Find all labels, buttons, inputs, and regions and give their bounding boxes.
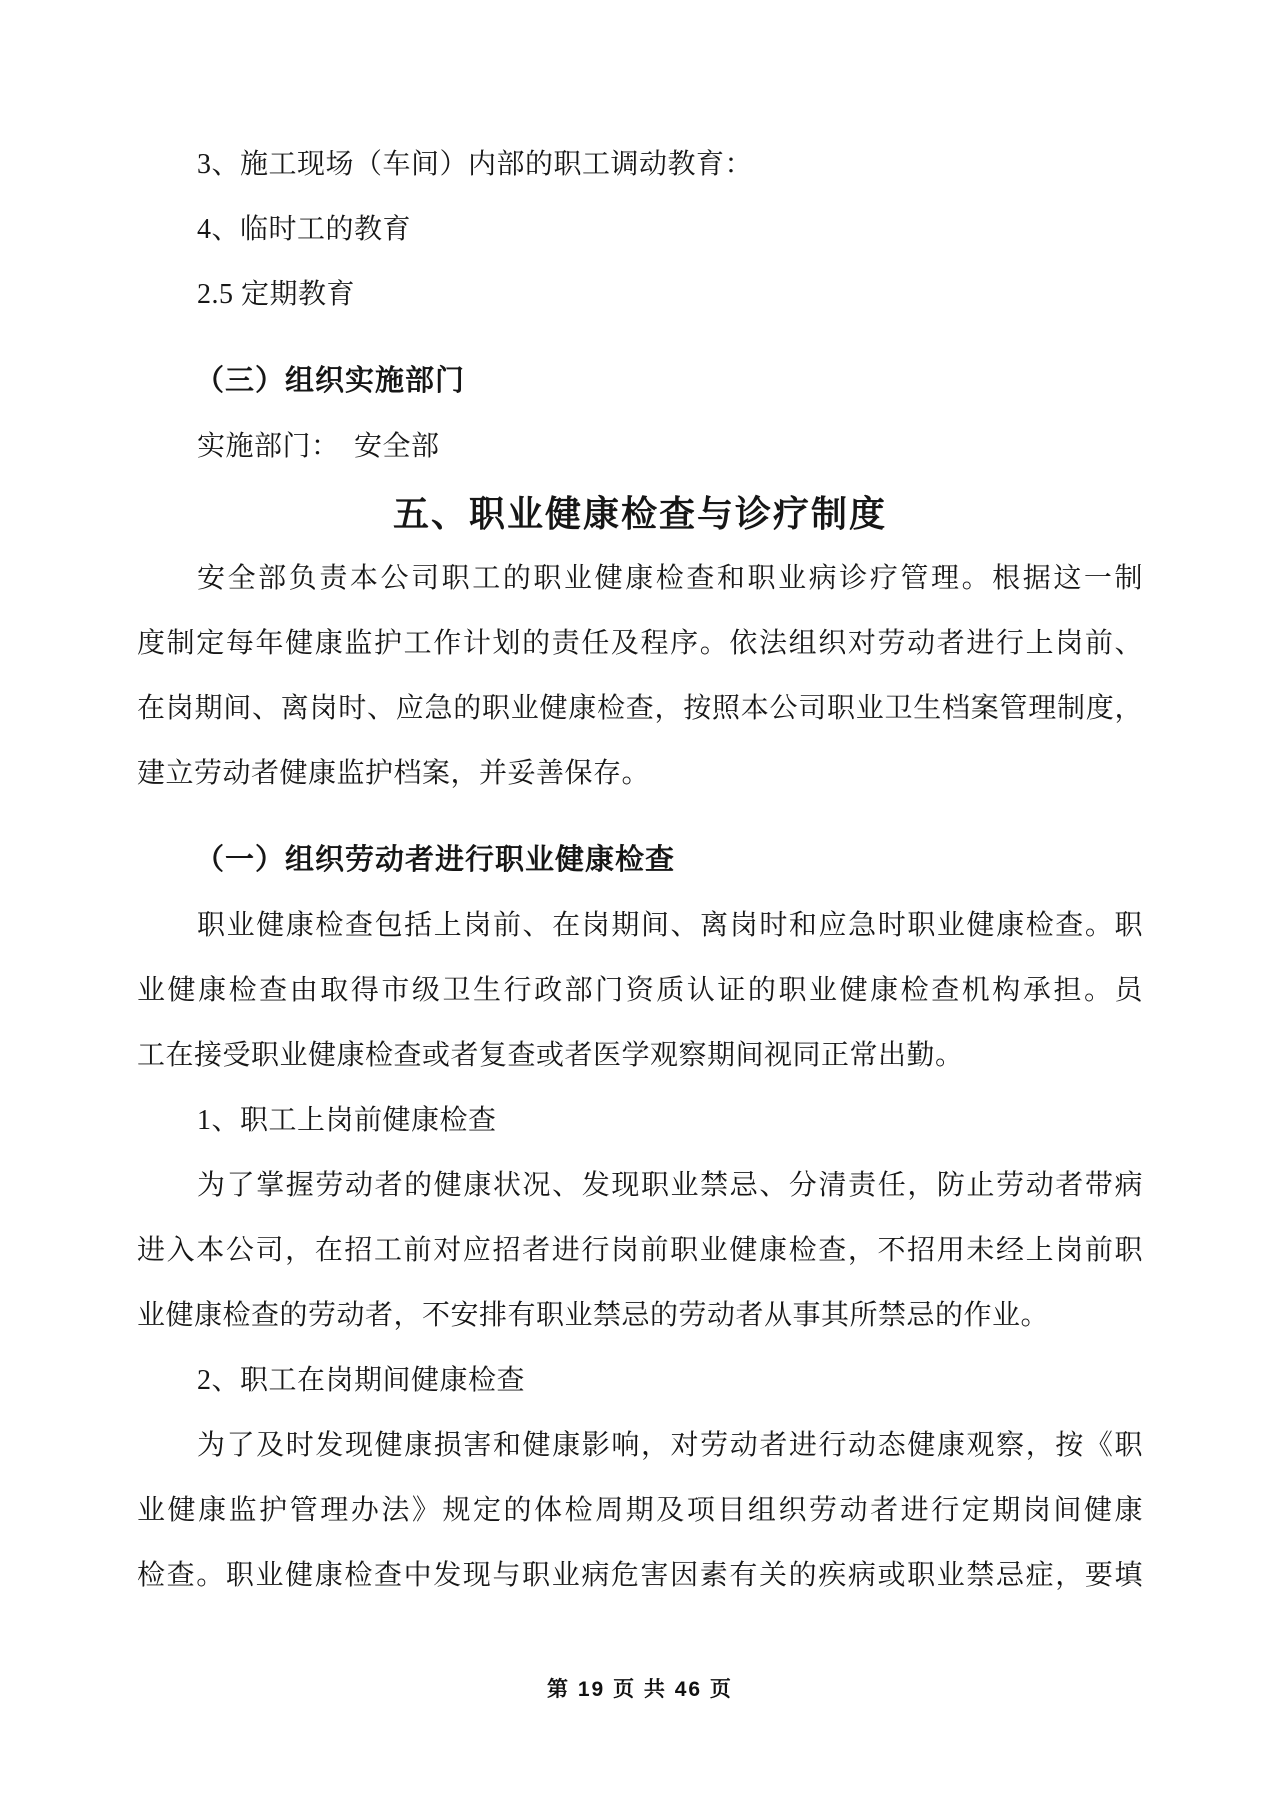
text-line: 为了掌握劳动者的健康状况、发现职业禁忌、分清责任，防止劳动者带病 (197, 1170, 1143, 1201)
text-line: 为了及时发现健康损害和健康影响，对劳动者进行动态健康观察，按《职 (197, 1430, 1143, 1461)
title (137, 481, 1143, 546)
text-line: 进入本公司，在招工前对应招者进行岗前职业健康检查，不招用未经上岗前职 (137, 1235, 1143, 1266)
text-line: 业健康检查由取得市级卫生行政部门资质认证的职业健康检查机构承担。员 (137, 975, 1143, 1006)
paragraph (137, 893, 1143, 1088)
text-line: 安全部负责本公司职工的职业健康检查和职业病诊疗管理。根据这一制 (197, 563, 1143, 594)
text-line: 度制定每年健康监护工作计划的责任及程序。依法组织对劳动者进行上岗前、 (137, 628, 1143, 659)
text-line: 在岗期间、离岗时、应急的职业健康检查，按照本公司职业卫生档案管理制度， (137, 693, 1143, 724)
chapter-title-text: 五、职业健康检查与诊疗制度 (392, 493, 887, 534)
heading (137, 828, 1143, 893)
text-line: 1、职工上岗前健康检查 (197, 1105, 497, 1136)
list-item (137, 1348, 1143, 1413)
list-item (137, 197, 1143, 262)
paragraph (137, 546, 1143, 806)
list-item (137, 1088, 1143, 1153)
page-footer-text: 第 19 页 共 46 页 (547, 1678, 733, 1701)
text-line: 2.5 定期教育 (197, 279, 356, 310)
heading (137, 349, 1143, 414)
text-line: 工在接受职业健康检查或者复查或者医学观察期间视同正常出勤。 (137, 1040, 964, 1071)
text-line: 职业健康检查包括上岗前、在岗期间、离岗时和应急时职业健康检查。职 (197, 910, 1143, 941)
paragraph (137, 1413, 1143, 1608)
list-item (137, 132, 1143, 197)
list-item (137, 414, 1143, 479)
text-line: 3、施工现场（车间）内部的职工调动教育： (197, 149, 754, 180)
page-footer (0, 1677, 1280, 1703)
text-line: 业健康监护管理办法》规定的体检周期及项目组织劳动者进行定期岗间健康 (137, 1495, 1143, 1526)
section-heading-text: （三）组织实施部门 (195, 365, 466, 397)
text-line: 2、职工在岗期间健康检查 (197, 1365, 526, 1396)
text-line: 检查。职业健康检查中发现与职业病危害因素有关的疾病或职业禁忌症，要填 (137, 1560, 1143, 1591)
text-line: 实施部门： 安全部 (197, 431, 440, 462)
text-line: 业健康检查的劳动者，不安排有职业禁忌的劳动者从事其所禁忌的作业。 (137, 1300, 1050, 1331)
paragraph (137, 1153, 1143, 1348)
document-content (137, 132, 1143, 1608)
list-item (137, 262, 1143, 327)
section-heading-text: （一）组织劳动者进行职业健康检查 (195, 844, 676, 876)
text-line: 建立劳动者健康监护档案，并妥善保存。 (137, 758, 651, 789)
text-line: 4、临时工的教育 (197, 214, 412, 245)
